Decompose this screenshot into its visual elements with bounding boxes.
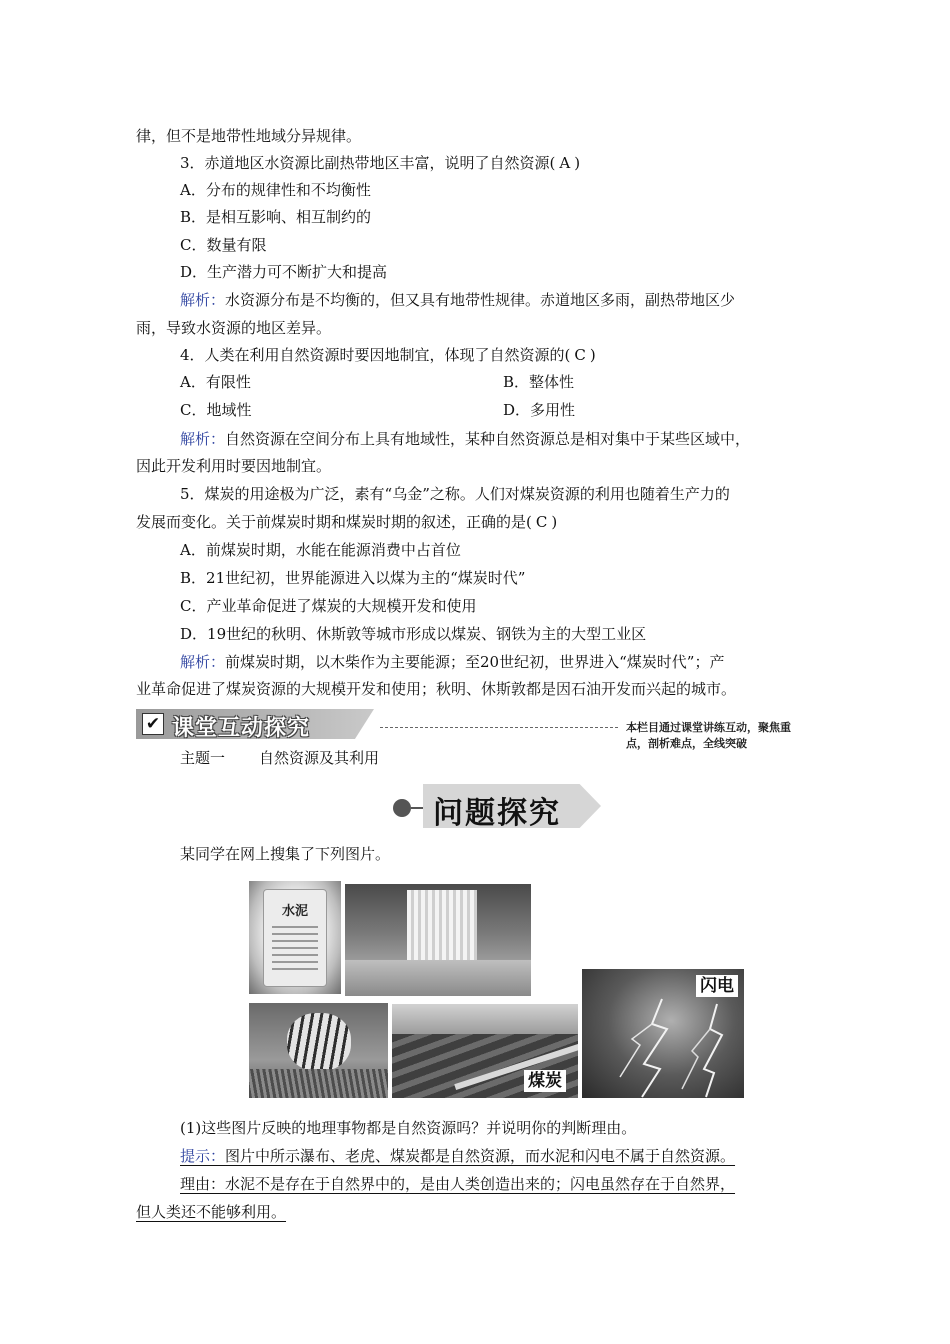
intro-text: 某同学在网上搜集了下列图片。 <box>180 845 391 863</box>
text-line: 律，但不是地带性地域分异规律。 <box>136 127 362 145</box>
waterfall-photo <box>345 884 531 996</box>
banner-note: 本栏目通过课堂讲练互动，聚焦重点，剖析难点，全线突破 <box>626 721 791 750</box>
topic-label: 主题一 <box>180 749 226 767</box>
option-d: D．19世纪的秋明、休斯敦等城市形成以煤炭、钢铁为主的大型工业区 <box>180 625 647 643</box>
banner-title: 课堂互动探究 <box>172 716 311 741</box>
option-c: C．数量有限 <box>180 236 267 254</box>
explanation-4 <box>180 429 750 449</box>
question-4 <box>180 345 596 365</box>
cement-bag <box>263 889 327 987</box>
section-banner <box>136 709 806 750</box>
waterfall-pool <box>345 960 531 996</box>
sub-question-1: (1)这些图片反映的地理事物都是自然资源吗？并说明你的判断理由。 <box>180 1119 637 1137</box>
coal-label: 煤炭 <box>524 1070 566 1092</box>
option-c: C．地域性 <box>180 401 252 419</box>
option-b: B．是相互影响、相互制约的 <box>180 208 372 226</box>
question-3 <box>180 153 580 173</box>
bag-print <box>272 926 318 970</box>
paren-close: ) <box>551 513 558 531</box>
option-a: A．分布的规律性和不均衡性 <box>180 181 371 199</box>
question-heading <box>393 784 603 830</box>
hint-text: 图片中所示瀑布、老虎、煤炭都是自然资源，而水泥和闪电不属于自然资源。 <box>225 1147 736 1165</box>
topic-heading <box>180 748 379 768</box>
tiger-photo <box>249 1003 388 1098</box>
banner-divider <box>380 727 618 728</box>
cement-bag-photo <box>249 881 341 994</box>
option-a: A．前煤炭时期，水能在能源消费中占首位 <box>180 541 461 559</box>
reason: 理由：水泥不是存在于自然界中的，是由人类创造出来的；闪电虽然存在于自然界， <box>180 1175 736 1193</box>
explanation-5 <box>180 652 724 672</box>
cement-bag-label: 水泥 <box>281 904 308 919</box>
paren-close: ) <box>574 154 581 172</box>
explanation-5-cont: 业革命促进了煤炭资源的大规模开发和使用；秋明、休斯敦都是因石油开发而兴起的城市。 <box>136 680 737 698</box>
hint <box>180 1146 735 1166</box>
question-3-answer: A <box>559 154 571 172</box>
bullet-dot-icon <box>393 799 411 817</box>
question-5-text: 发展而变化。关于前煤炭时期和煤炭时期的叙述，正确的是( <box>136 513 532 531</box>
heading-connector <box>411 807 425 809</box>
topic-name: 自然资源及其利用 <box>259 749 380 767</box>
question-5-answer: C <box>535 513 548 531</box>
question-4-answer: C <box>574 346 586 364</box>
checkmark-icon: ✔ <box>142 713 164 735</box>
explanation-3 <box>180 290 735 310</box>
question-5-cont <box>136 512 557 532</box>
explanation-text: 自然资源在空间分布上具有地域性，某种自然资源总是相对集中于某些区域中， <box>225 430 751 448</box>
explanation-label: 解析： <box>180 653 226 671</box>
lightning-photo <box>582 969 744 1098</box>
paren-close: ) <box>589 346 596 364</box>
explanation-4-cont: 因此开发利用时要因地制宜。 <box>136 457 332 475</box>
waterfall-stream <box>407 890 477 960</box>
question-3-text: 3．赤道地区水资源比副热带地区丰富，说明了自然资源( <box>180 154 556 172</box>
option-b: B．整体性 <box>503 373 575 391</box>
option-c: C．产业革命促进了煤炭的大规模开发和使用 <box>180 597 477 615</box>
question-heading-text: 问题探究 <box>433 796 561 831</box>
question-4-text: 4．人类在利用自然资源时要因地制宜，体现了自然资源的( <box>180 346 571 364</box>
explanation-label: 解析： <box>180 291 226 309</box>
explanation-label: 解析： <box>180 430 226 448</box>
option-d: D．多用性 <box>503 401 576 419</box>
tiger-head <box>287 1013 351 1071</box>
question-5: 5．煤炭的用途极为广泛，素有“乌金”之称。人们对煤炭资源的利用也随着生产力的 <box>180 485 730 503</box>
option-a: A．有限性 <box>180 373 251 391</box>
lightning-label: 闪电 <box>696 975 738 997</box>
coal-photo <box>392 1004 578 1098</box>
hint-label: 提示： <box>180 1147 226 1165</box>
option-d: D．生产潜力可不断扩大和提高 <box>180 263 388 281</box>
explanation-text: 水资源分布是不均衡的，但又具有地带性规律。赤道地区多雨，副热带地区少 <box>225 291 736 309</box>
reason-cont: 但人类还不能够利用。 <box>136 1203 287 1221</box>
grass <box>249 1069 388 1098</box>
option-b: B．21世纪初，世界能源进入以煤为主的“煤炭时代” <box>180 569 526 587</box>
explanation-3-cont: 雨，导致水资源的地区差异。 <box>136 319 332 337</box>
explanation-text: 前煤炭时期，以木柴作为主要能源；至20世纪初，世界进入“煤炭时代”；产 <box>225 653 725 671</box>
